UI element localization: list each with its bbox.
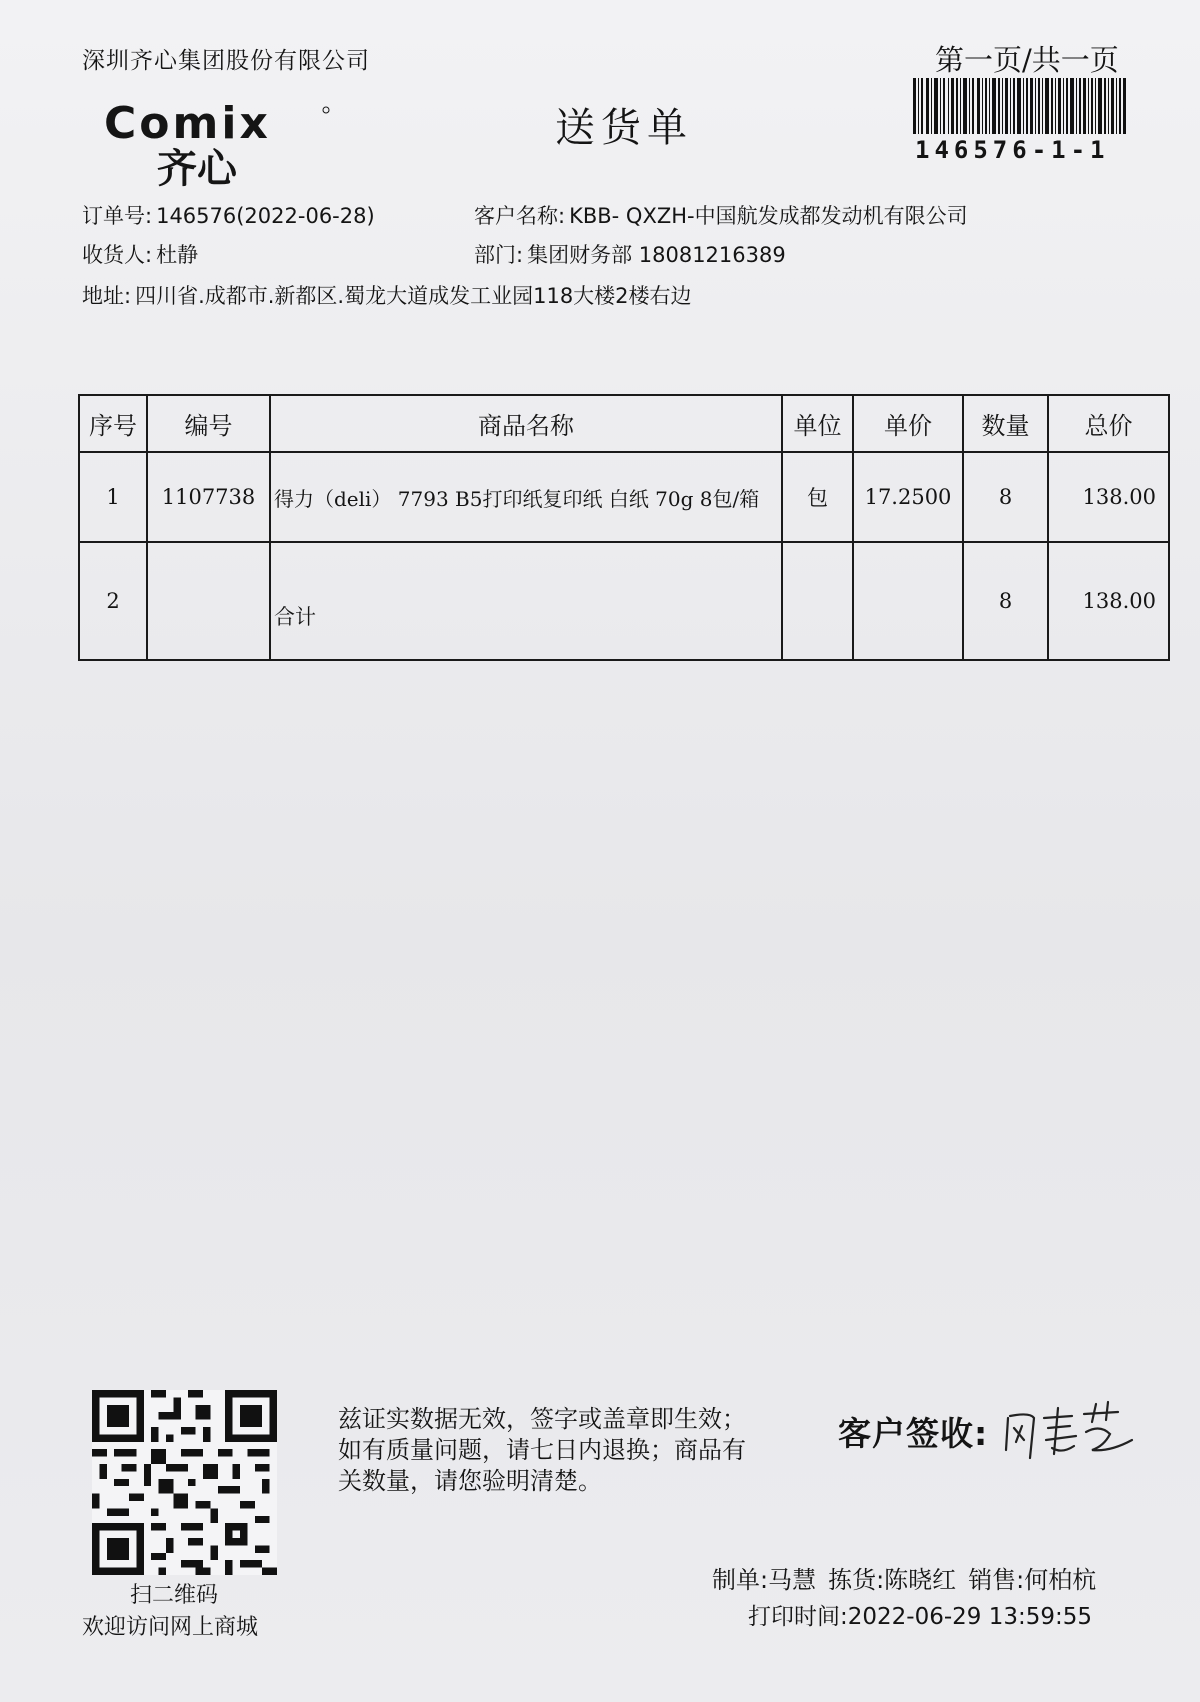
items-table <box>78 394 1170 661</box>
sales: 销售:何柏杭 <box>968 1566 1097 1594</box>
cell-price <box>853 542 963 660</box>
department-value: 集团财务部 18081216389 <box>527 243 786 267</box>
barcode <box>913 78 1128 134</box>
header-product-name: 商品名称 <box>270 395 782 452</box>
comix-logo <box>102 100 332 190</box>
cell-seq: 1 <box>79 452 147 542</box>
company-name: 深圳齐心集团股份有限公司 <box>82 48 370 74</box>
document-title: 送货单 <box>555 105 693 151</box>
table-row <box>79 452 1169 542</box>
cell-quantity: 8 <box>963 542 1048 660</box>
print-time: 打印时间:2022-06-29 13:59:55 <box>748 1604 1093 1630</box>
qr-caption-scan: 扫二维码 <box>130 1583 219 1608</box>
header-code: 编号 <box>147 395 270 452</box>
cell-code: 1107738 <box>147 452 270 542</box>
receiver-value: 杜静 <box>156 243 199 267</box>
header-total: 总价 <box>1048 395 1169 452</box>
picker: 拣货:陈晓红 <box>828 1566 957 1594</box>
qr-caption-welcome: 欢迎访问网上商城 <box>82 1615 259 1640</box>
page-indicator: 第一页/共一页 <box>935 43 1119 77</box>
maker: 制单:马慧 <box>712 1566 817 1594</box>
department-row <box>474 239 786 269</box>
table-row-sum <box>79 542 1169 660</box>
address-value: 四川省.成都市.新都区.蜀龙大道成发工业园118大楼2楼右边 <box>135 284 692 308</box>
receiver-label: 收货人: <box>82 243 153 267</box>
customer-signature <box>1000 1388 1140 1468</box>
cell-product-name: 得力（deli） 7793 B5打印纸复印纸 白纸 70g 8包/箱 <box>270 452 782 542</box>
address-label: 地址: <box>82 284 132 308</box>
cell-sum-label: 合计 <box>270 542 782 660</box>
table-header-row <box>79 395 1169 452</box>
department-label: 部门: <box>474 243 524 267</box>
customer-sign-label: 客户签收: <box>838 1414 989 1453</box>
validity-notice: 兹证实数据无效，签字或盖章即生效；如有质量问题，请七日内退换；商品有关数量，请您验明清楚。 <box>338 1405 746 1495</box>
cell-unit <box>782 542 853 660</box>
cell-quantity: 8 <box>963 452 1048 542</box>
cell-code <box>147 542 270 660</box>
header-seq: 序号 <box>79 395 147 452</box>
header-price: 单价 <box>853 395 963 452</box>
cell-price: 17.2500 <box>853 452 963 542</box>
cell-seq: 2 <box>79 542 147 660</box>
address-row <box>82 280 692 310</box>
cell-total: 138.00 <box>1048 542 1169 660</box>
order-number-label: 订单号: <box>82 204 153 228</box>
customer-name-label: 客户名称: <box>474 204 566 228</box>
qr-code[interactable] <box>92 1390 277 1575</box>
header-unit: 单位 <box>782 395 853 452</box>
svg-text:齐心: 齐心 <box>157 146 237 190</box>
header-quantity: 数量 <box>963 395 1048 452</box>
order-number-value: 146576(2022-06-28) <box>156 204 375 228</box>
customer-name-row <box>474 200 968 230</box>
staff-row <box>712 1560 1108 1595</box>
receiver-row <box>82 239 198 269</box>
customer-name-value: KBB- QXZH-中国航发成都发动机有限公司 <box>569 204 968 228</box>
svg-text:Comix: Comix <box>104 100 271 149</box>
cell-unit: 包 <box>782 452 853 542</box>
barcode-number: 146576-1-1 <box>915 136 1110 164</box>
order-number-row <box>82 200 375 230</box>
cell-total: 138.00 <box>1048 452 1169 542</box>
